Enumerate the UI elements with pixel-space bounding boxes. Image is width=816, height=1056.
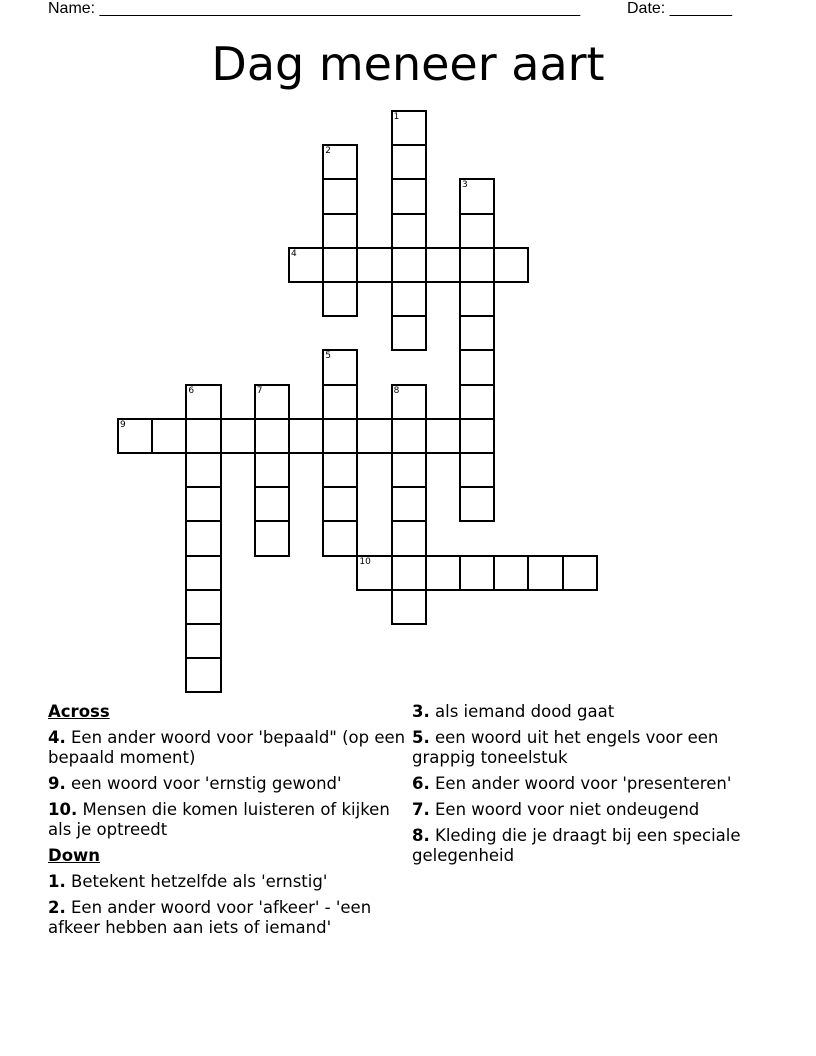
crossword-cell[interactable] <box>459 178 495 214</box>
crossword-cell[interactable] <box>322 452 358 488</box>
crossword-cell[interactable] <box>459 555 495 591</box>
clue-across-9 <box>48 774 408 794</box>
clue-number: 2. <box>48 898 66 917</box>
crossword-cell[interactable] <box>322 213 358 249</box>
crossword-cell[interactable] <box>459 418 495 454</box>
cell-number: 7 <box>256 385 263 396</box>
crossword-cell[interactable] <box>117 418 153 454</box>
clue-text: een woord uit het engels voor een grappig toneelstuk <box>412 728 719 767</box>
crossword-cell[interactable] <box>322 520 358 556</box>
name-field-label: Name: ______________________________________________________ <box>48 0 581 17</box>
crossword-cell[interactable] <box>185 657 221 693</box>
cell-number: 1 <box>393 112 400 122</box>
crossword-cell[interactable] <box>391 486 427 522</box>
clue-number: 5. <box>412 728 430 747</box>
crossword-cell[interactable] <box>185 555 221 591</box>
clue-down-7 <box>412 800 772 820</box>
clue-down-5 <box>412 728 772 768</box>
clues-left-column <box>48 702 408 944</box>
clue-number: 6. <box>412 774 430 793</box>
crossword-cell[interactable] <box>391 589 427 625</box>
crossword-cell[interactable] <box>391 520 427 556</box>
crossword-cell[interactable] <box>391 144 427 180</box>
crossword-cell[interactable] <box>562 555 598 591</box>
clue-down-2 <box>48 898 408 938</box>
crossword-cell[interactable] <box>459 281 495 317</box>
crossword-cell[interactable] <box>459 384 495 420</box>
crossword-cell[interactable] <box>185 589 221 625</box>
crossword-cell[interactable] <box>527 555 563 591</box>
crossword-cell[interactable] <box>185 452 221 488</box>
clue-text: Een woord voor niet ondeugend <box>429 800 700 819</box>
crossword-cell[interactable] <box>254 452 290 488</box>
crossword-cell[interactable] <box>493 247 529 283</box>
clue-number: 10. <box>48 800 78 819</box>
crossword-cell[interactable] <box>185 520 221 556</box>
cell-number: 5 <box>325 351 331 362</box>
crossword-cell[interactable] <box>322 281 358 317</box>
crossword-cell[interactable] <box>391 281 427 317</box>
clue-text: Een ander woord voor 'bepaald" (op een bepaald moment) <box>48 728 406 767</box>
crossword-cell[interactable] <box>254 384 290 420</box>
crossword-cell[interactable] <box>391 213 427 249</box>
clue-text: als iemand dood gaat <box>429 702 615 721</box>
clue-text: Een ander woord voor 'presenteren' <box>429 774 732 793</box>
crossword-cell[interactable] <box>185 623 221 659</box>
clue-across-10 <box>48 800 408 840</box>
crossword-cell[interactable] <box>322 486 358 522</box>
crossword-cell[interactable] <box>185 384 221 420</box>
crossword-cell[interactable] <box>151 418 187 454</box>
crossword-cell[interactable] <box>288 418 324 454</box>
crossword-cell[interactable] <box>459 452 495 488</box>
date-field-label: Date: _______ <box>627 0 732 17</box>
clue-number: 4. <box>48 728 66 747</box>
clue-number: 8. <box>412 826 430 845</box>
across-heading: Across <box>48 702 110 721</box>
cell-number: 4 <box>291 248 297 259</box>
crossword-cell[interactable] <box>425 555 461 591</box>
crossword-cell[interactable] <box>254 520 290 556</box>
crossword-cell[interactable] <box>254 486 290 522</box>
clue-number: 9. <box>48 774 66 793</box>
clue-down-6 <box>412 774 772 794</box>
clue-number: 3. <box>412 702 430 721</box>
crossword-cell[interactable] <box>459 315 495 351</box>
crossword-cell[interactable] <box>356 247 392 283</box>
crossword-cell[interactable] <box>288 247 324 283</box>
crossword-cell[interactable] <box>425 247 461 283</box>
crossword-cell[interactable] <box>185 418 221 454</box>
clue-text: Betekent hetzelfde als 'ernstig' <box>65 872 328 891</box>
crossword-cell[interactable] <box>322 144 358 180</box>
crossword-cell[interactable] <box>425 418 461 454</box>
crossword-cell[interactable] <box>356 555 392 591</box>
crossword-cell[interactable] <box>459 213 495 249</box>
crossword-cell[interactable] <box>254 418 290 454</box>
clue-number: 7. <box>412 800 430 819</box>
crossword-cell[interactable] <box>459 486 495 522</box>
clue-down-1 <box>48 872 408 892</box>
clue-text: een woord voor 'ernstig gewond' <box>65 774 342 793</box>
cell-number: 6 <box>188 385 195 396</box>
crossword-cell[interactable] <box>391 555 427 591</box>
crossword-cell[interactable] <box>322 349 358 385</box>
down-heading: Down <box>48 846 101 865</box>
clue-down-3 <box>412 702 772 722</box>
cell-number: 8 <box>393 385 400 396</box>
crossword-cell[interactable] <box>493 555 529 591</box>
crossword-cell[interactable] <box>391 178 427 214</box>
clue-across-4 <box>48 728 408 768</box>
puzzle-title: Dag meneer aart <box>211 37 605 91</box>
crossword-cell[interactable] <box>459 349 495 385</box>
crossword-cell[interactable] <box>322 247 358 283</box>
cell-number: 10 <box>359 556 371 567</box>
crossword-cell[interactable] <box>391 452 427 488</box>
cell-number: 3 <box>462 180 468 191</box>
crossword-cell[interactable] <box>391 110 427 146</box>
cell-number: 2 <box>325 146 331 157</box>
cell-number: 9 <box>120 419 126 430</box>
clues-right-column <box>412 702 772 872</box>
crossword-cell[interactable] <box>356 418 392 454</box>
crossword-cell[interactable] <box>391 418 427 454</box>
crossword-cell[interactable] <box>185 486 221 522</box>
clue-down-8 <box>412 826 772 866</box>
crossword-cell[interactable] <box>459 247 495 283</box>
crossword-cell[interactable] <box>322 178 358 214</box>
crossword-cell[interactable] <box>322 384 358 420</box>
clue-number: 1. <box>48 872 66 891</box>
crossword-cell[interactable] <box>391 315 427 351</box>
crossword-cell[interactable] <box>391 247 427 283</box>
clue-text: Kleding die je draagt bij een speciale gelegenheid <box>412 826 741 865</box>
clue-text: Mensen die komen luisteren of kijken als je optreedt <box>48 800 390 839</box>
crossword-cell[interactable] <box>322 418 358 454</box>
clue-text: Een ander woord voor 'afkeer' - 'een afkeer hebben aan iets of iemand' <box>48 898 372 937</box>
crossword-cell[interactable] <box>391 384 427 420</box>
crossword-cell[interactable] <box>220 418 256 454</box>
